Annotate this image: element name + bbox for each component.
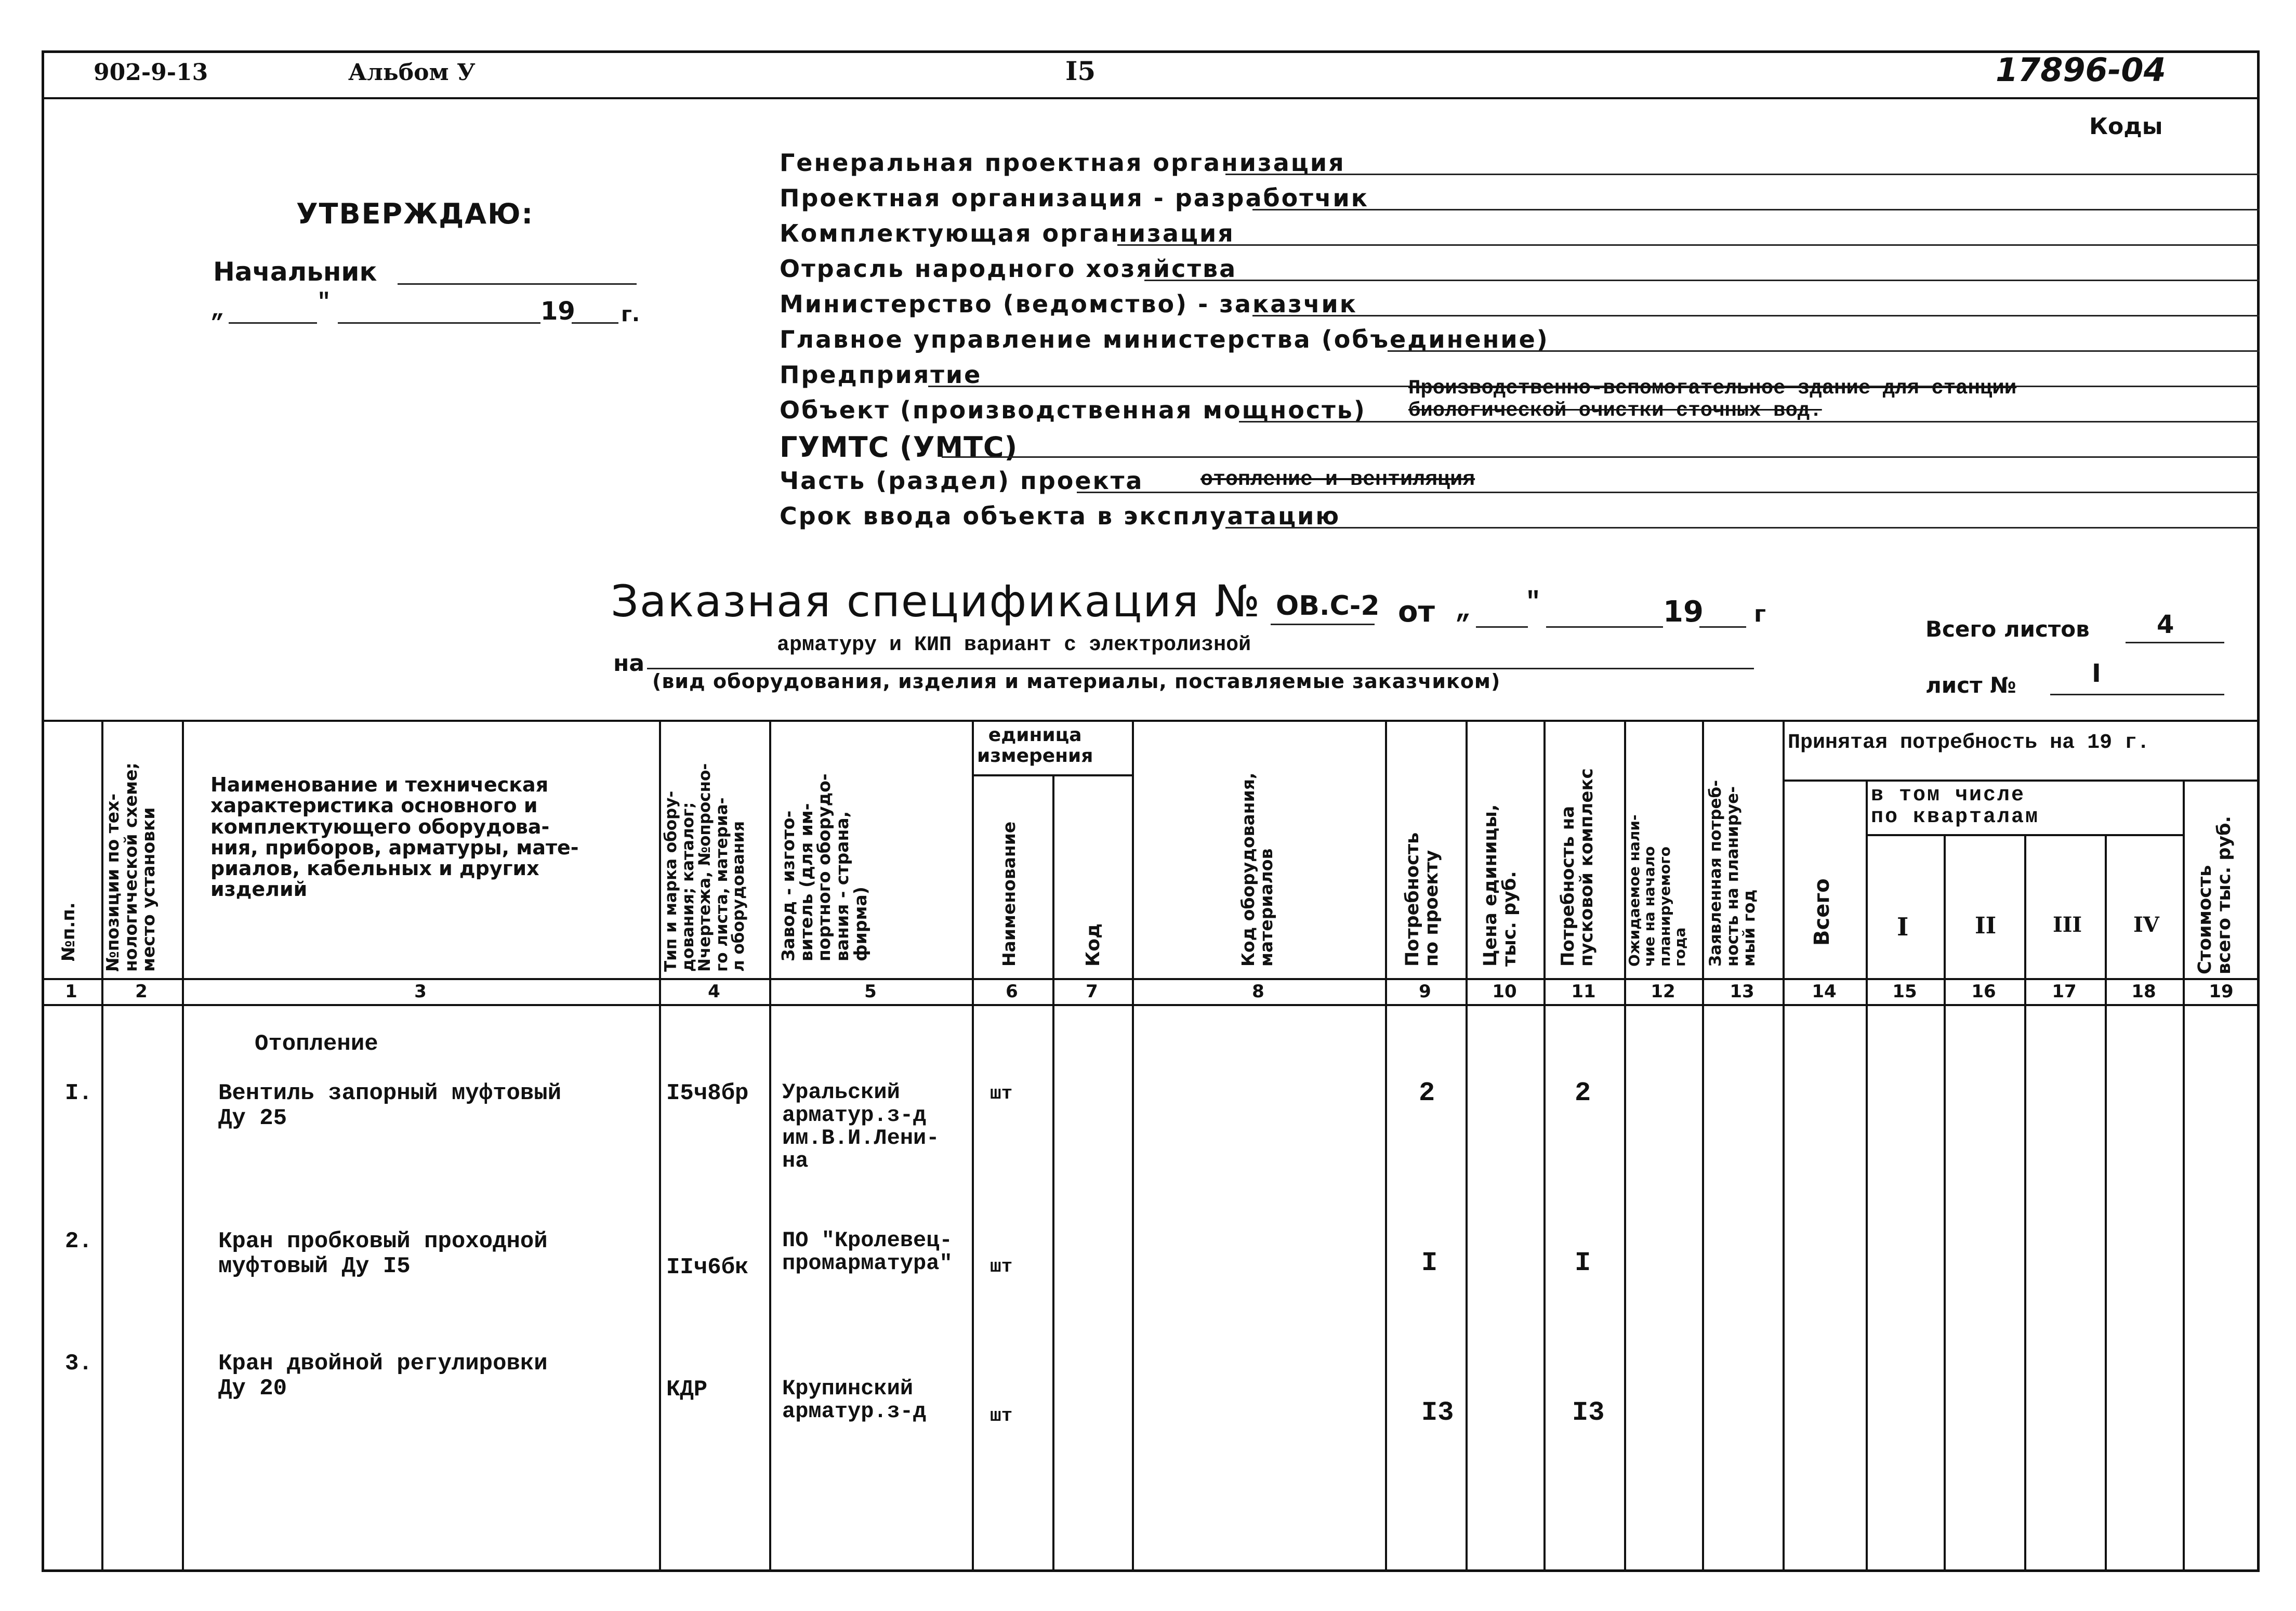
org-field-label: Министерство (ведомство) - заказчик [780,290,1357,318]
org-field-label: Главное управление министерства (объединение) [780,325,1549,353]
col-line [1866,780,1868,1572]
row-unit: шт [990,1405,1013,1427]
org-field-label: Предприятие [780,361,982,389]
total-sheets-label: Всего листов [1925,616,2090,642]
spec-day-line [1476,626,1528,628]
chief-signature-line [398,283,637,285]
row-number: 2. [65,1229,93,1255]
col-line [1543,720,1546,1572]
spec-year-line [1699,626,1746,628]
column-number: 3 [414,981,427,1002]
spec-subject: арматуру и КИП вариант с электролизной [777,633,1251,657]
spec-year: 19 [1663,595,1704,629]
column-number: 11 [1571,981,1596,1002]
header-unit-code: Код [1083,923,1104,967]
row-qty-startup: 2 [1575,1078,1591,1108]
column-number-row-bottom [42,1004,2260,1006]
org-field-line [1252,209,2260,210]
total-sheets-value: 4 [2157,610,2174,639]
org-field-line [1117,244,2260,246]
org-field-label: Отрасль народного хозяйства [780,255,1237,283]
sheet-label: лист № [1925,672,2016,698]
column-number: 12 [1651,981,1675,1002]
column-number: 13 [1730,981,1754,1002]
org-field-line [1144,280,2260,281]
column-number: 5 [864,981,877,1002]
org-field-line [1077,492,2260,493]
header-type: Тип и марка обору- дования; каталог; Nчертежа, №опросно- го листа, материа- л оборудования [662,763,748,972]
header-startup-need: Потребность на пусковой комплекс [1558,768,1597,967]
header-quarter-4: IV [2133,913,2159,937]
row-name: Вентиль запорный муфтовый Ду 25 [218,1080,562,1132]
row-qty-project: I [1421,1248,1438,1278]
header-declared-need: Заявленная потреб- ность на планируе- мый год [1706,780,1759,967]
column-number: 14 [1812,981,1837,1002]
date-close-quote: " [317,289,331,315]
header-quarter-1: I [1897,913,1909,942]
org-field-label: Часть (раздел) проекта [780,467,1144,495]
org-field-line [1252,315,2260,316]
header-unit-group: единица измерения [977,724,1093,767]
row-unit: шт [990,1256,1013,1277]
approval-title: УТВЕРЖДАЮ: [296,197,534,230]
unit-group-divider [972,774,1132,776]
row-qty-startup: I [1575,1248,1591,1278]
col-line [972,720,974,1572]
spec-close-quote: " [1525,588,1541,617]
date-year-prefix: 19 [540,297,575,326]
column-number-row-top [42,978,2260,980]
header-maker: Завод - изгото- витель (для им- портного оборудо- вания - страна, фирма) [778,773,870,961]
column-number: 19 [2209,981,2234,1002]
column-number: 10 [1492,981,1517,1002]
col-line [2105,834,2107,1572]
date-month-line [338,322,540,324]
column-number: 2 [135,981,148,1002]
row-number: I. [65,1080,93,1106]
col-line [1702,720,1704,1572]
header-position: №позиции по тех- нологической схеме; место установки [102,762,159,972]
org-field-value: отопление и вентиляция [1200,468,1475,492]
header-project-need: Потребность по проекту [1402,832,1442,967]
top-strip-divider [42,97,2260,99]
header-unit-price: Цена единицы, тыс. руб. [1480,804,1520,967]
sheet-number: I [2092,659,2101,688]
spec-from-label: от [1398,595,1435,629]
date-year-line [572,322,618,324]
accepted-divider [1783,780,2260,782]
org-field-line [1225,527,2260,529]
org-field-label: Объект (производственная мощность) [780,396,1366,424]
header-equipment-code: Код оборудования, материалов [1238,772,1276,967]
table-top-border [42,720,2260,722]
spec-number: ОВ.С-2 [1276,590,1380,622]
row-type: IIч6бк [666,1255,749,1280]
row-maker: ПО "Кролевец- промарматура" [782,1228,953,1276]
org-field-line [1388,350,2260,352]
org-field-label: Генеральная проектная организация [780,149,1345,177]
header-unit-name: Наименование [999,821,1019,967]
org-field-line [1225,174,2260,175]
na-label: на [613,650,645,677]
spec-subject-caption: (вид оборудования, изделия и материалы, поставляемые заказчиком) [652,670,1501,693]
spec-year-suffix: г [1754,601,1766,627]
header-row-number: №п.п. [58,902,79,961]
col-line [2183,780,2185,1572]
spec-month-line [1546,626,1663,628]
date-open-quote: „ [210,297,225,323]
spec-subject-line [647,668,1754,669]
row-name: Кран двойной регулировки Ду 20 [218,1351,548,1402]
col-line [659,720,661,1572]
column-number: 18 [2131,981,2156,1002]
col-line [182,720,184,1572]
page-number: I5 [1065,56,1096,86]
row-type: I5ч8бр [666,1080,749,1106]
chief-label: Начальник [213,257,377,287]
row-number: 3. [65,1351,93,1377]
row-unit: шт [990,1083,1013,1104]
header-expected-stock: Ожидаемое нали- чие на начало планируемого года [1626,814,1689,967]
spec-number-line [1271,624,1375,625]
row-qty-project: 2 [1419,1078,1435,1108]
column-number: 6 [1006,981,1018,1002]
spec-open-quote: „ [1455,596,1471,625]
row-maker: Крупинский арматур.з-д [782,1376,927,1424]
sheet-number-line [2050,694,2224,695]
header-quarter-3: III [2053,913,2082,937]
col-line [1944,834,1946,1572]
date-day-line [229,322,317,324]
row-name: Кран пробковый проходной муфтовый Ду I5 [218,1229,548,1280]
org-field-line [942,456,2260,458]
org-field-label: ГУМТС (УМТС) [780,431,1018,464]
header-quarter-2: II [1975,913,1997,939]
column-number: 17 [2052,981,2077,1002]
header-name: Наименование и техническая характеристика основного и комплектующего оборудова- ния, приборов, арматуры, мате- риалов, кабельных и других изделий [210,773,579,901]
col-line [2024,834,2026,1572]
org-field-label: Проектная организация - разработчик [780,184,1369,212]
column-number: 9 [1419,981,1431,1002]
codes-label: Коды [2089,113,2163,140]
column-number: 1 [65,981,77,1002]
header-quarters-caption: в том числе по кварталам [1871,784,2040,829]
series-code: 902-9-13 [94,59,208,86]
col-line [1783,720,1785,1572]
row-type: КДР [666,1377,708,1403]
column-number: 4 [708,981,720,1002]
column-number: 16 [1971,981,1996,1002]
column-number: 8 [1252,981,1264,1002]
document-code: 17896-04 [1996,51,2166,89]
section-title: Отопление [255,1031,378,1057]
header-accepted-need: Принятая потребность на 19 г. [1788,731,2150,755]
date-year-suffix: г. [621,302,640,326]
row-maker: Уральский арматур.з-д им.В.И.Лени- на [782,1080,940,1174]
col-line [1052,774,1054,1572]
org-field-label: Срок ввода объекта в эксплуатацию [780,502,1341,530]
spec-title: Заказная спецификация № [611,576,1261,627]
quarters-divider [1866,834,2183,836]
row-qty-startup: I3 [1572,1397,1605,1428]
header-cost-total: Стоимость всего тыс. руб. [2195,816,2235,974]
album-label: Альбом У [348,59,476,86]
org-field-label: Комплектующая организация [780,219,1235,247]
header-total: Всего [1810,878,1834,946]
org-field-value: Производственно-вспомогательное здание для станции биологической очистки сточных вод. [1408,377,2017,422]
col-line [1385,720,1387,1572]
row-qty-project: I3 [1421,1397,1454,1428]
col-line [1132,720,1134,1572]
col-line [1466,720,1468,1572]
column-number: 7 [1086,981,1098,1002]
total-sheets-line [2126,642,2224,643]
col-line [769,720,771,1572]
column-number: 15 [1892,981,1917,1002]
